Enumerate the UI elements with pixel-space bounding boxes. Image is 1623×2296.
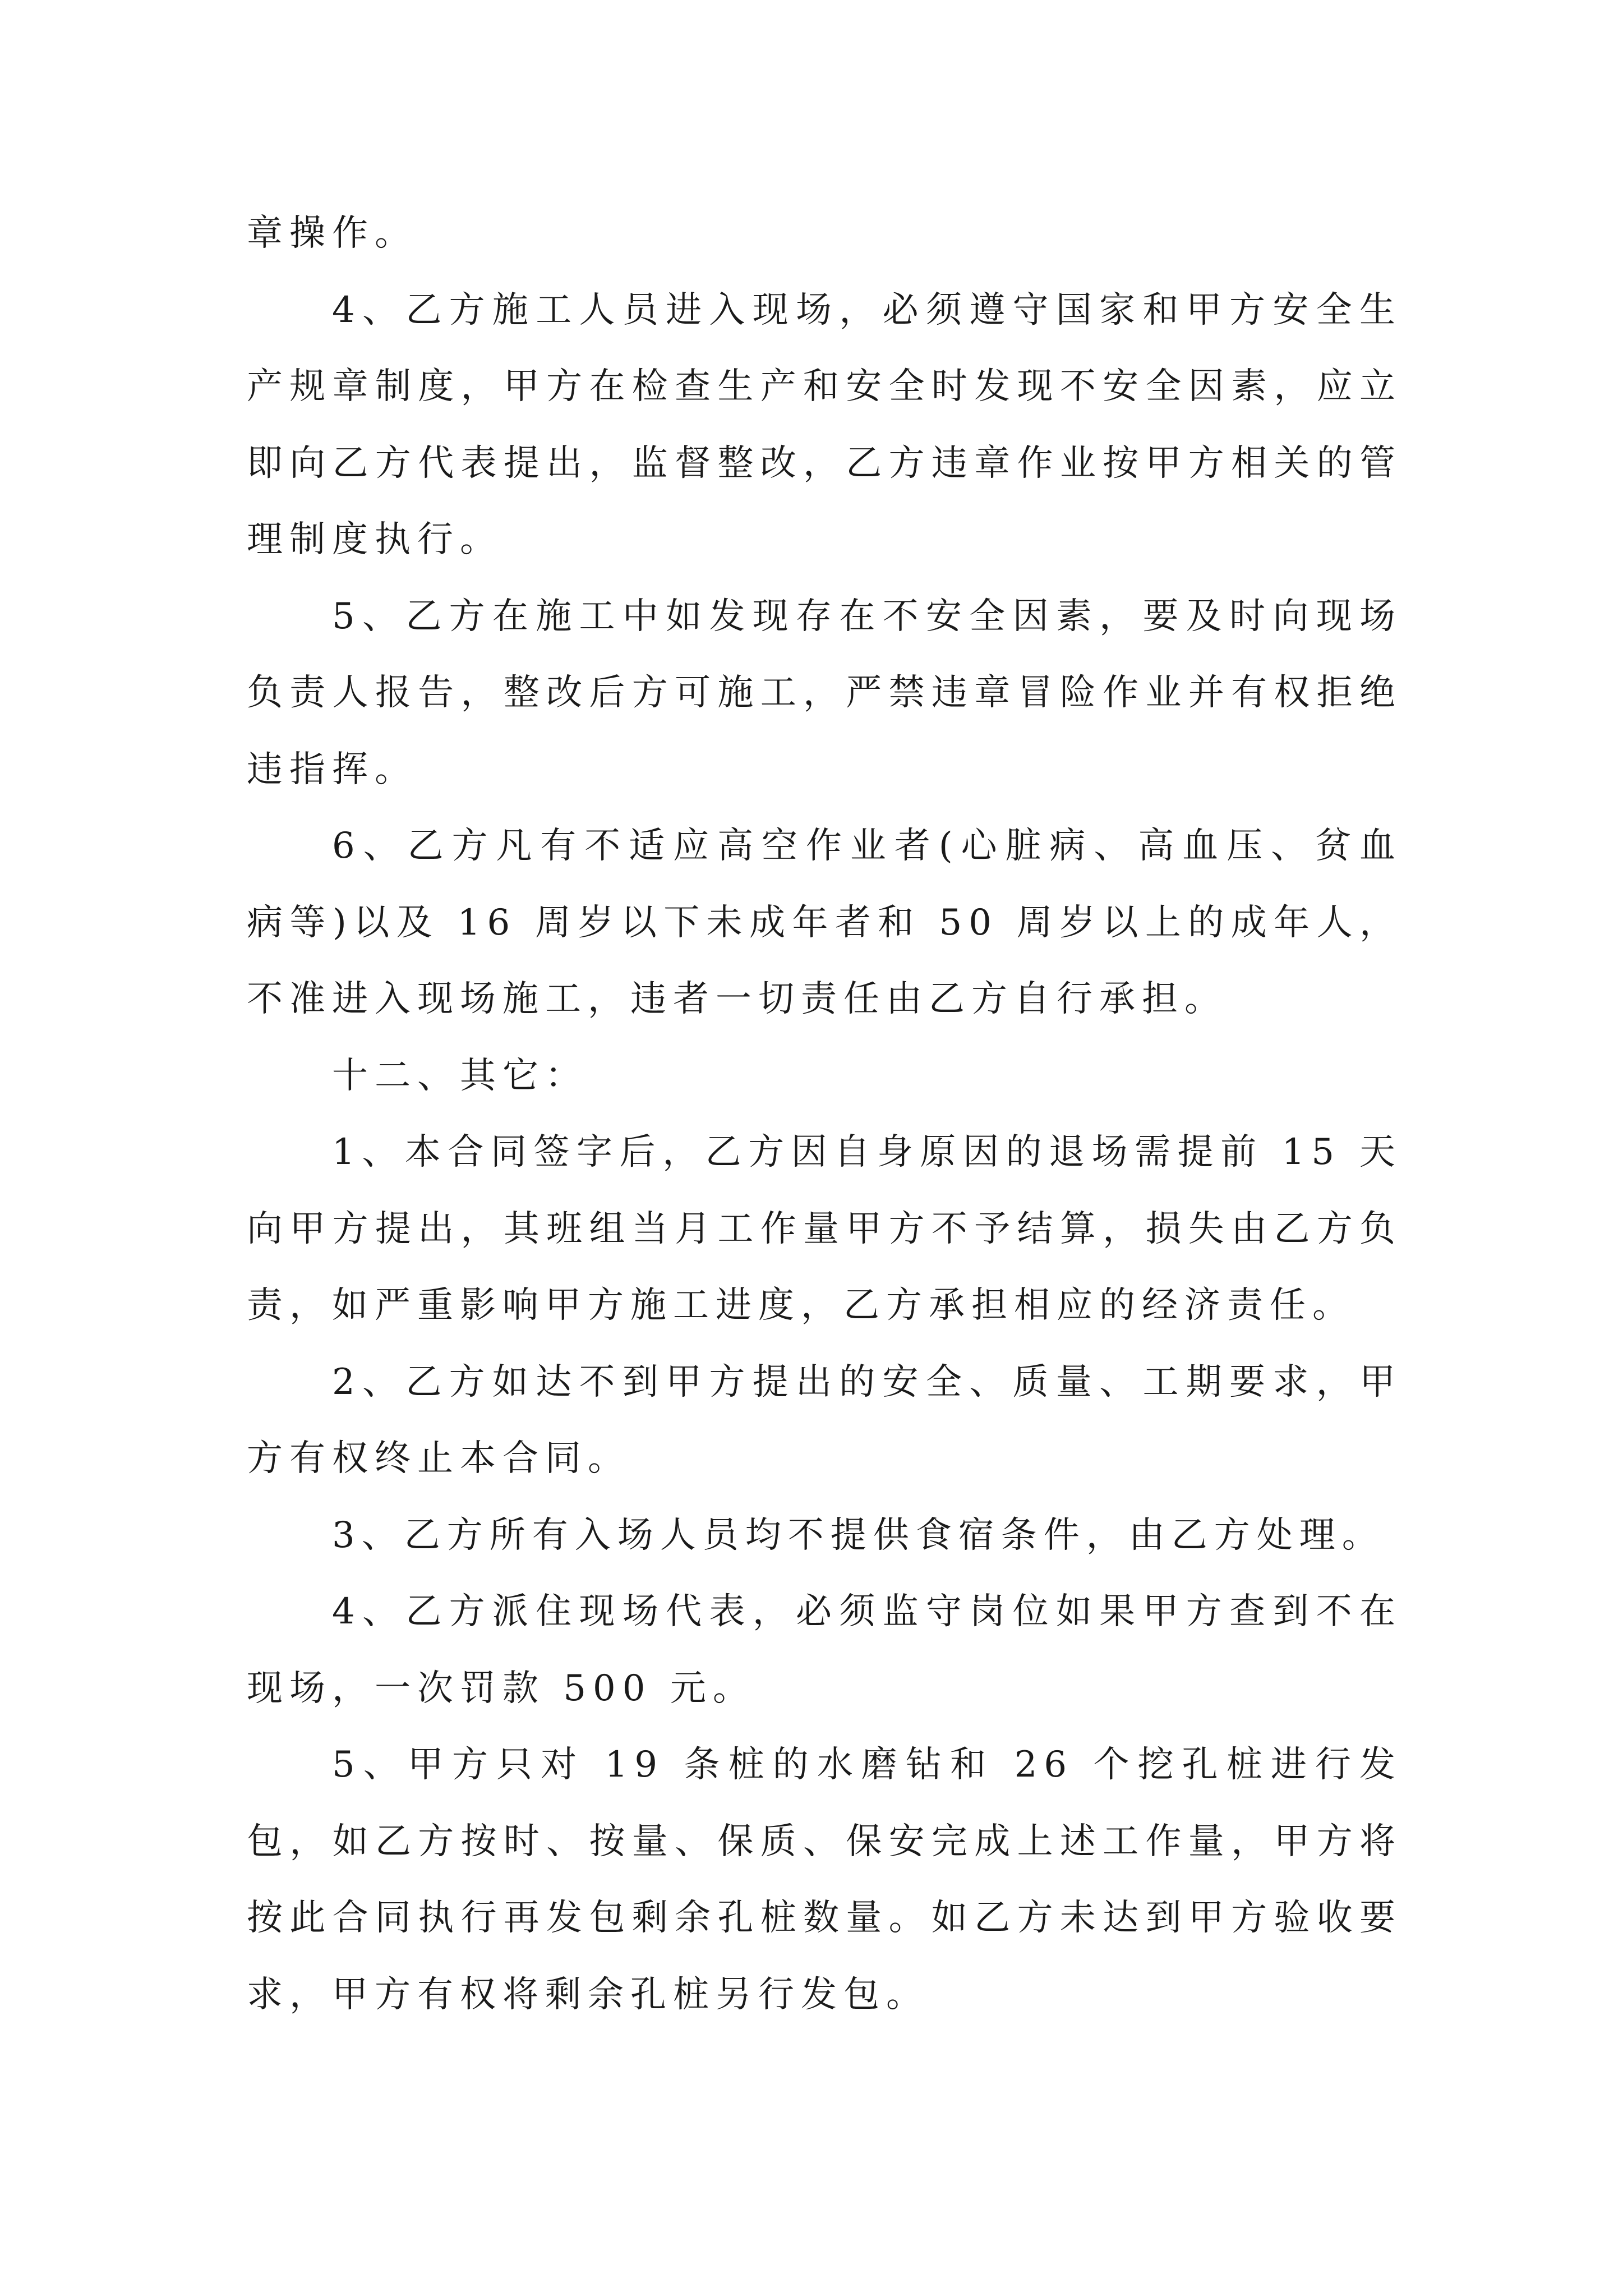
document-body — [247, 195, 1402, 2033]
paragraph-other-item-1: 1、本合同签字后，乙方因自身原因的退场需提前 15 天向甲方提出，其班组当月工作量甲方不予结算，损失由乙方负责，如严重影响甲方施工进度，乙方承担相应的经济责任。 — [247, 1131, 1402, 1326]
section-heading-other: 十二、其它： — [332, 1055, 588, 1097]
paragraph-other-item-4: 4、乙方派住现场代表，必须监守岗位如果甲方查到不在现场，一次罚款 500 元。 — [247, 1591, 1402, 1709]
paragraph-other-item-2: 2、乙方如达不到甲方提出的安全、质量、工期要求，甲方有权终止本合同。 — [247, 1361, 1402, 1479]
paragraph-safety-item-6: 6、乙方凡有不适应高空作业者(心脏病、高血压、贫血病等)以及 16 周岁以下未成年者和 50 周岁以上的成年人，不准进入现场施工，违者一切责任由乙方自行承担。 — [247, 825, 1402, 1020]
paragraph-safety-item-5: 5、乙方在施工中如发现存在不安全因素，要及时向现场负责人报告，整改后方可施工，严禁违章冒险作业并有权拒绝违指挥。 — [247, 595, 1402, 790]
paragraph-other-item-5: 5、甲方只对 19 条桩的水磨钻和 26 个挖孔桩进行发包，如乙方按时、按量、保质、保安完成上述工作量，甲方将按此合同执行再发包剩余孔桩数量。如乙方未达到甲方验收要求，甲方有权将剩余孔桩另行发包。 — [247, 1744, 1402, 2016]
paragraph-continuation: 章操作。 — [247, 213, 417, 254]
paragraph-safety-item-4: 4、乙方施工人员进入现场，必须遵守国家和甲方安全生产规章制度，甲方在检查生产和安全时发现不安全因素，应立即向乙方代表提出，监督整改，乙方违章作业按甲方相关的管理制度执行。 — [247, 289, 1402, 560]
paragraph-other-item-3: 3、乙方所有入场人员均不提供食宿条件，由乙方处理。 — [332, 1514, 1385, 1556]
